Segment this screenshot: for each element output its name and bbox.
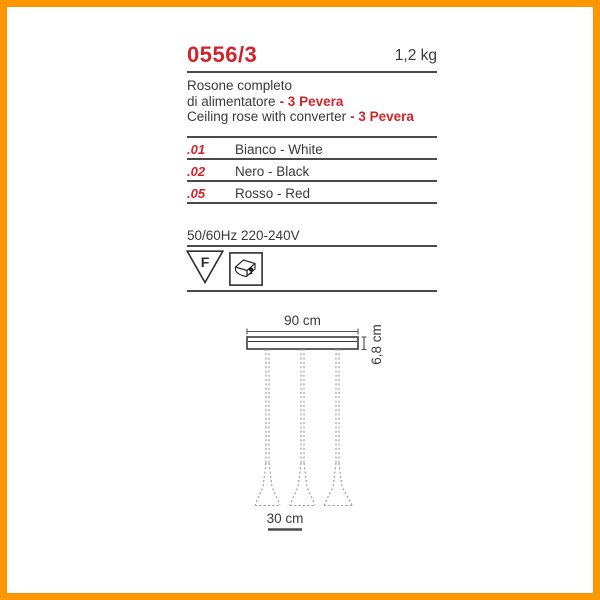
product-weight: 1,2 kg (394, 47, 437, 64)
description-line-it2: di alimentatore - 3 Pevera (187, 93, 344, 109)
description-line-en: Ceiling rose with converter - 3 Pevera (187, 109, 414, 124)
finish-name: Rosso - Red (235, 185, 311, 201)
divider (187, 290, 437, 292)
f-mark-letter: F (200, 254, 210, 270)
finish-code: .01 (187, 142, 206, 157)
divider (187, 180, 437, 182)
divider (187, 158, 437, 160)
finish-row (187, 184, 437, 203)
f-mark-icon (186, 250, 224, 284)
electrical-rating: 50/60Hz 220-240V (187, 228, 300, 243)
finish-code: .05 (187, 185, 206, 201)
description-line-it1: Rosone completo (187, 78, 293, 93)
variant-accent: - 3 Pevera (279, 93, 344, 109)
divider (187, 71, 437, 73)
finish-row (187, 140, 437, 159)
finish-code: .02 (187, 163, 206, 179)
divider (187, 136, 437, 138)
product-code: 0556/3 (187, 42, 258, 67)
variant-accent: - 3 Pevera (350, 109, 414, 124)
finish-name: Bianco - White (235, 142, 323, 157)
converter-icon (229, 252, 263, 286)
divider (187, 202, 437, 204)
finish-row (187, 162, 437, 181)
dimension-width-label: 90 cm (284, 313, 321, 328)
divider (187, 245, 437, 247)
product-description (187, 78, 414, 125)
finish-name: Nero - Black (235, 163, 310, 179)
technical-drawing (230, 300, 410, 545)
dimension-spacing-label: 30 cm (266, 511, 304, 526)
dimension-height-label: 6,8 cm (368, 323, 384, 365)
